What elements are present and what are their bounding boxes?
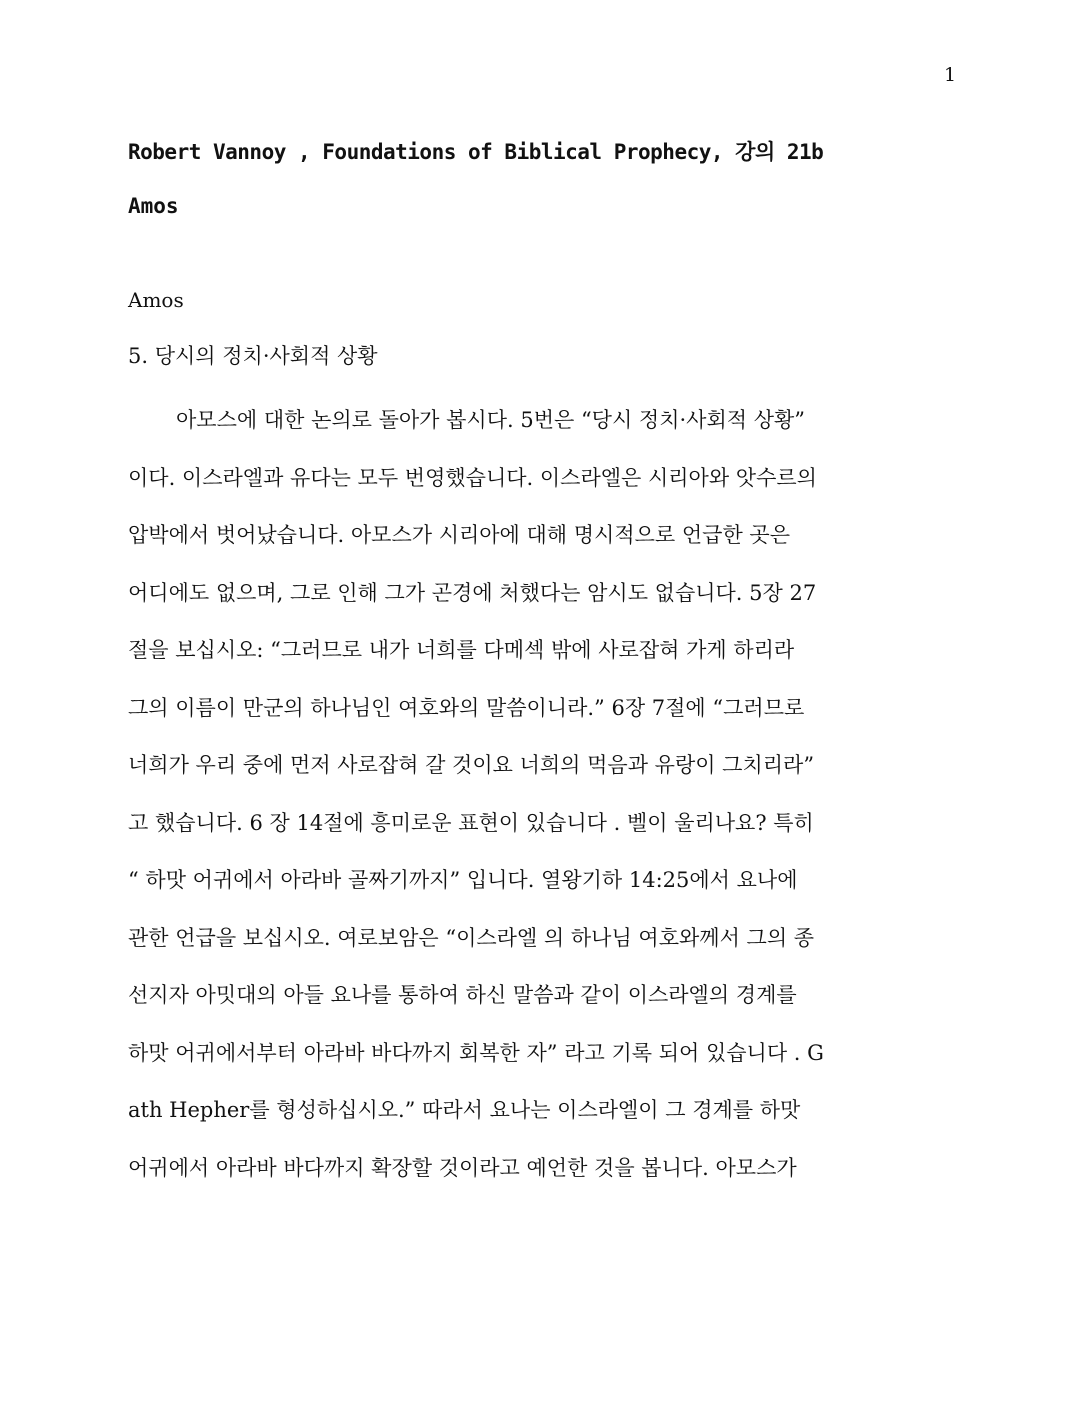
text-line: 선지자 아밋대의 아들 요나를 통하여 하신 말씀과 같이 이스라엘의 경계를: [128, 983, 797, 1007]
document-title: Robert Vannoy , Foundations of Biblical Prophecy, 강의 21b: [128, 140, 824, 164]
text-line: ath Hepher를 형성하십시오.” 따라서 요나는 이스라엘이 그 경계를 하맛: [128, 1098, 801, 1122]
document-subtitle: Amos: [128, 194, 179, 218]
text-line: “ 하맛 어귀에서 아라바 골짜기까지” 입니다. 열왕기하 14:25에서 요나에: [128, 868, 798, 892]
text-line: 너희가 우리 중에 먼저 사로잡혀 갈 것이요 너희의 먹음과 유랑이 그치리라”: [128, 753, 815, 777]
text-line: 어귀에서 아라바 바다까지 확장할 것이라고 예언한 것을 봅니다. 아모스가: [128, 1155, 797, 1180]
text-line: 이다. 이스라엘과 유다는 모두 번영했습니다. 이스라엘은 시리아와 앗수르의: [128, 465, 817, 490]
body-paragraph: [128, 392, 968, 1197]
text-line: 압박에서 벗어났습니다. 아모스가 시리아에 대해 명시적으로 언급한 곳은: [128, 523, 790, 547]
text-line: 아모스에 대한 논의로 돌아가 봅시다. 5번은 “당시 정치·사회적 상황”: [176, 408, 806, 432]
text-line: 절을 보십시오: “그러므로 내가 너희를 다메섹 밖에 사로잡혀 가게 하리라: [128, 638, 795, 662]
page-number: 1: [944, 64, 957, 86]
text-line: 하맛 어귀에서부터 아라바 바다까지 회복한 자” 라고 기록 되어 있습니다 . G: [128, 1040, 824, 1065]
section-label: Amos: [128, 288, 184, 312]
text-line: 어디에도 없으며, 그로 인해 그가 곤경에 처했다는 암시도 없습니다. 5장 27: [128, 580, 817, 605]
text-line: 관한 언급을 보십시오. 여로보암은 “이스라엘 의 하나님 여호와께서 그의 종: [128, 925, 815, 950]
section-heading: 5. 당시의 정치·사회적 상황: [128, 344, 378, 368]
text-line: 고 했습니다. 6 장 14절에 흥미로운 표현이 있습니다 . 벨이 울리나요? 특히: [128, 810, 814, 835]
text-line: 그의 이름이 만군의 하나님인 여호와의 말씀이니라.” 6장 7절에 “그러므로: [128, 695, 805, 720]
